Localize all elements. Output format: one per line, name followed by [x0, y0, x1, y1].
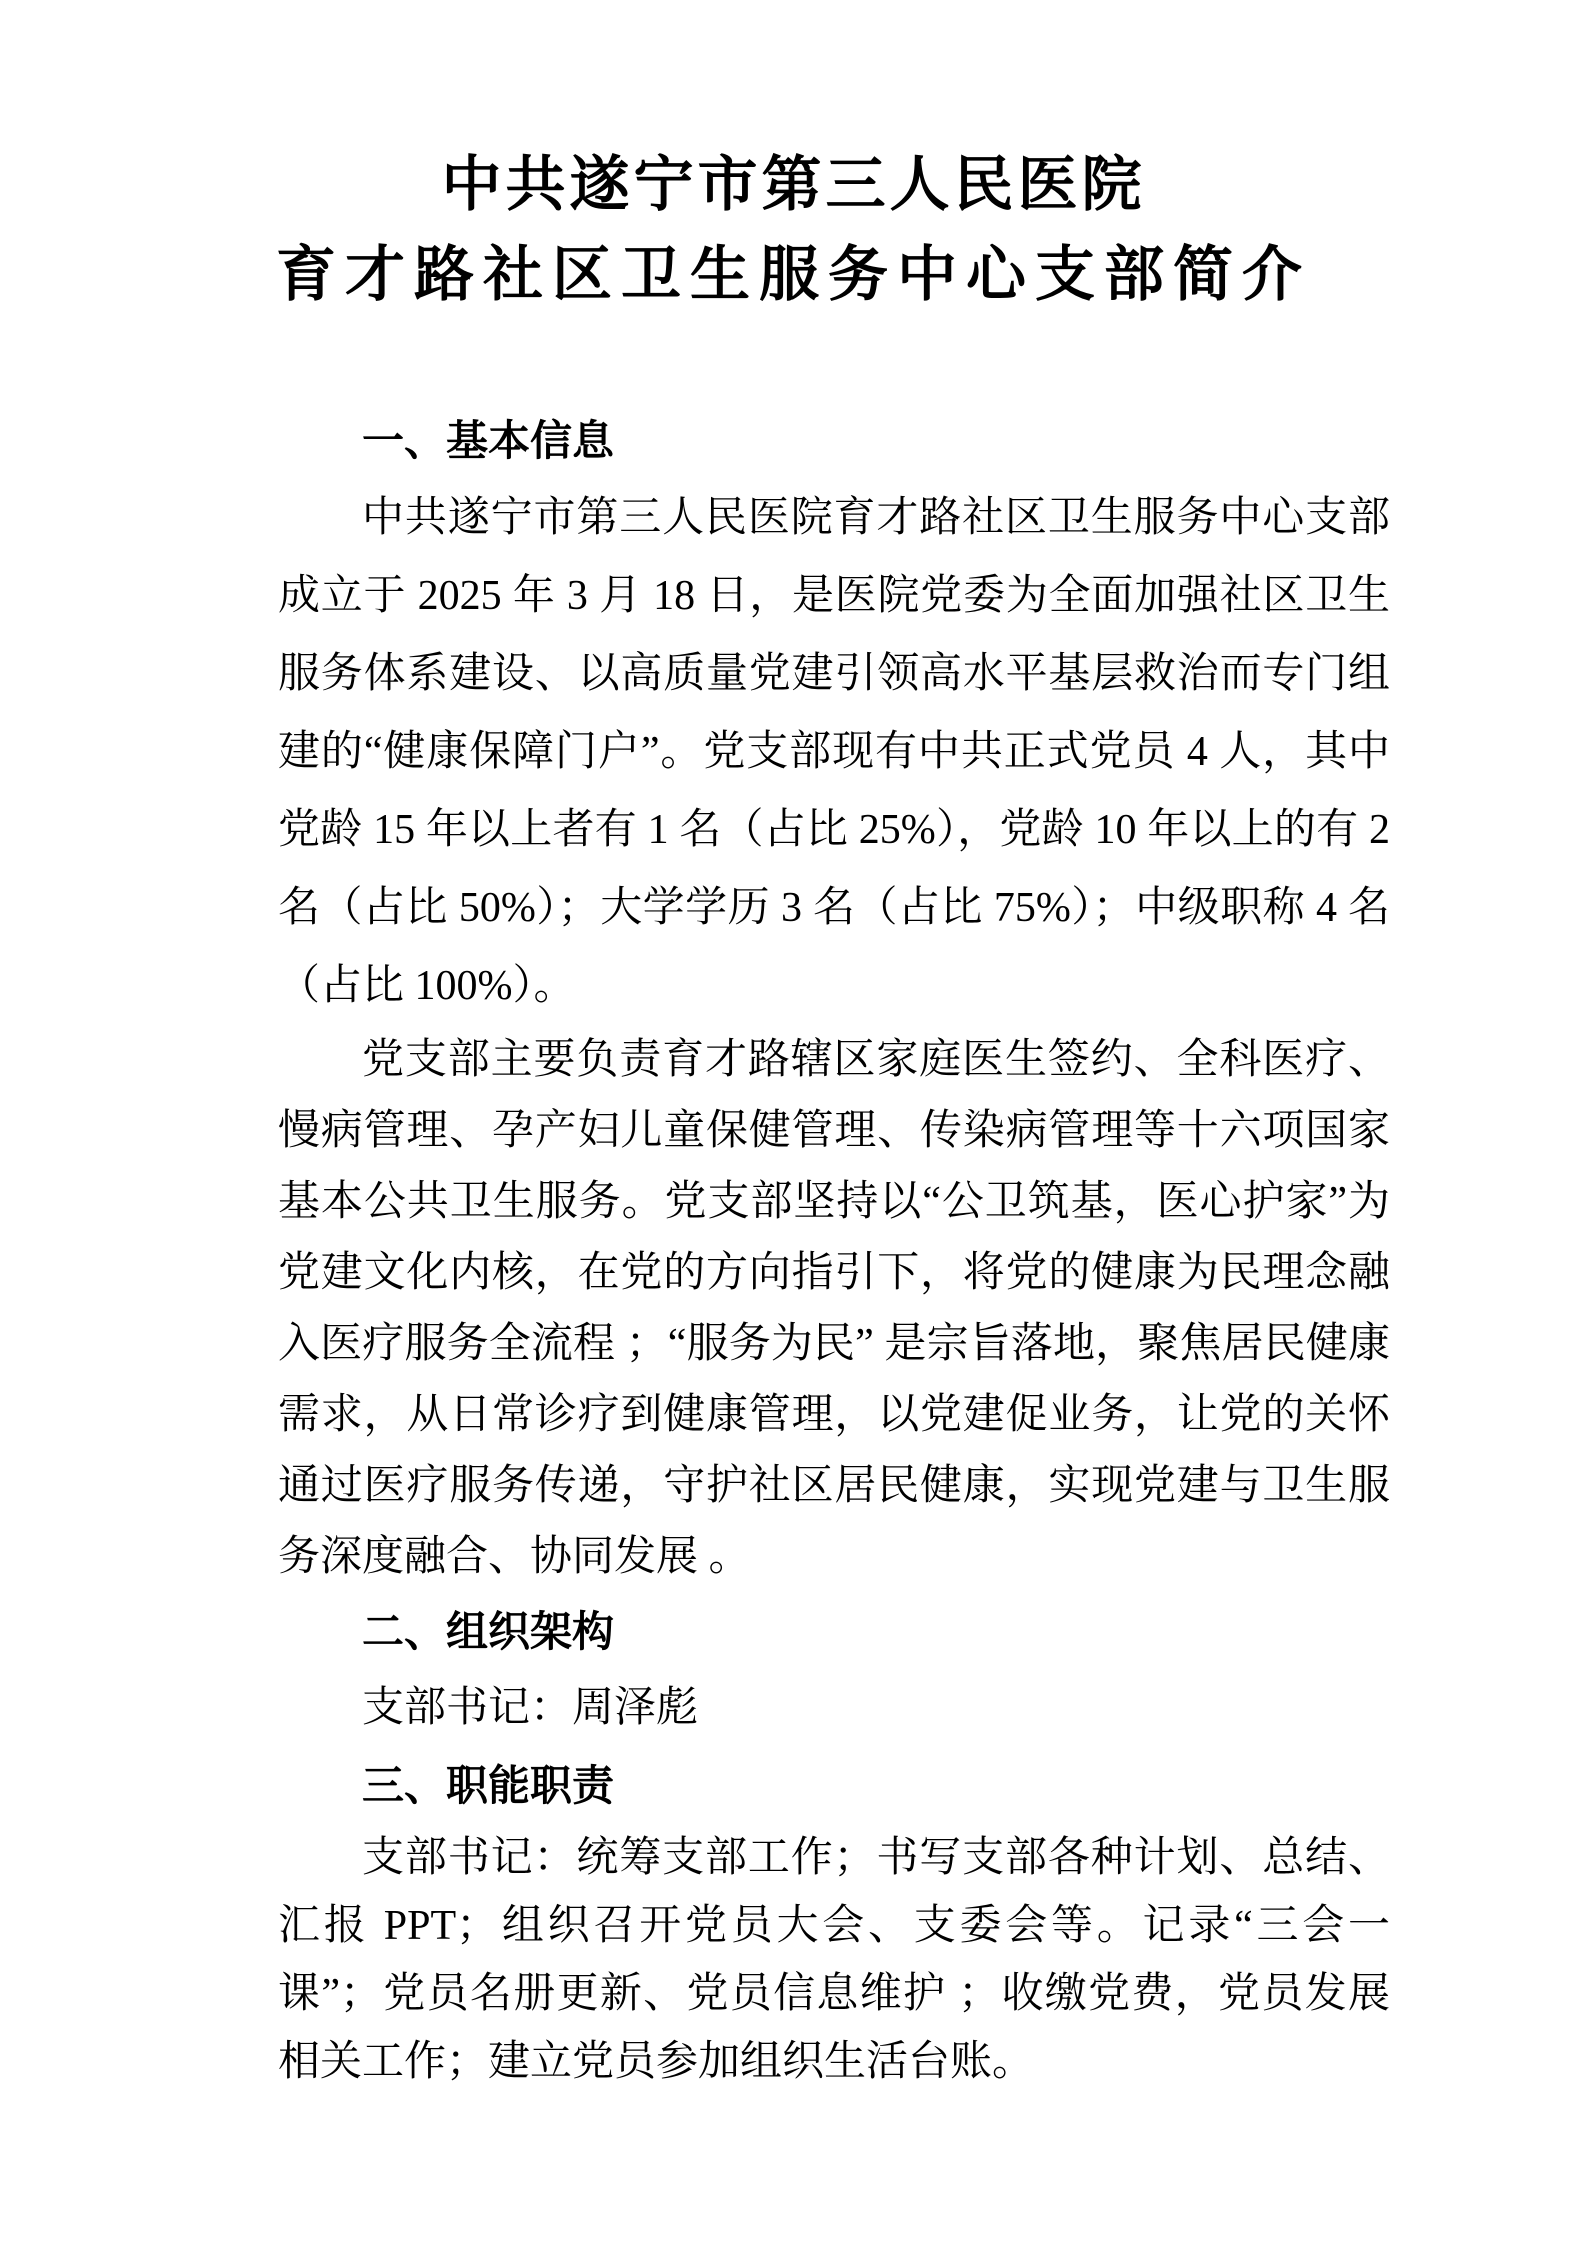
- section-basic-info: [278, 402, 1390, 1593]
- section-heading-basic-info: 一、基本信息: [362, 417, 615, 464]
- section-organization: [278, 1593, 1390, 1747]
- paragraph-branch-duties-culture: 党支部主要负责育才路辖区家庭医生签约、全科医疗、慢病管理、孕产妇儿童保健管理、传染病管理等十六项国家基本公共卫生服务。党支部坚持以“公卫筑基，医心护家”为党建文化内核，在党的方向指引下，将党的健康为民理念融入医疗服务全流程 ；“服务为民” 是宗旨落地，聚焦居民健康需求，从日常诊疗到健康管理，以党建促业务，让党的关怀通过医疗服务传递，守护社区居民健康，实现党建与卫生服务深度融合、协同发展 。: [278, 1037, 1390, 1580]
- document-title: [0, 140, 1587, 320]
- section-responsibilities: [278, 1747, 1390, 2096]
- title-line-1: 中共遂宁市第三人民医院: [441, 152, 1146, 218]
- paragraph-branch-secretary: 支部书记：周泽彪: [362, 1685, 699, 1731]
- section-heading-organization: 二、组织架构: [362, 1608, 615, 1655]
- paragraph-branch-overview: 中共遂宁市第三人民医院育才路社区卫生服务中心支部成立于 2025 年 3 月 18 日，是医院党委为全面加强社区卫生服务体系建设、以高质量党建引领高水平基层救治而专门组建的“健康保障门户”。党支部现有中共正式党员 4 人，其中党龄 15 年以上者有 1 名（占比 25%），党龄 10 年以上的有 2 名（占比 50%）；大学学历 3 名（占比 75%）；中级职称 4 名（占比 100%）。: [278, 495, 1390, 1009]
- section-heading-responsibilities: 三、职能职责: [362, 1762, 615, 1809]
- paragraph-secretary-responsibilities: 支部书记：统筹支部工作；书写支部各种计划、总结、汇报 PPT；组织召开党员大会、支委会等。记录“三会一课”；党员名册更新、党员信息维护 ；收缴党费，党员发展相关工作；建立党员参加组织生活台账。: [278, 1835, 1390, 2085]
- document-body: [0, 320, 1587, 2096]
- title-line-2: 育才路社区卫生服务中心支部简介: [276, 242, 1311, 308]
